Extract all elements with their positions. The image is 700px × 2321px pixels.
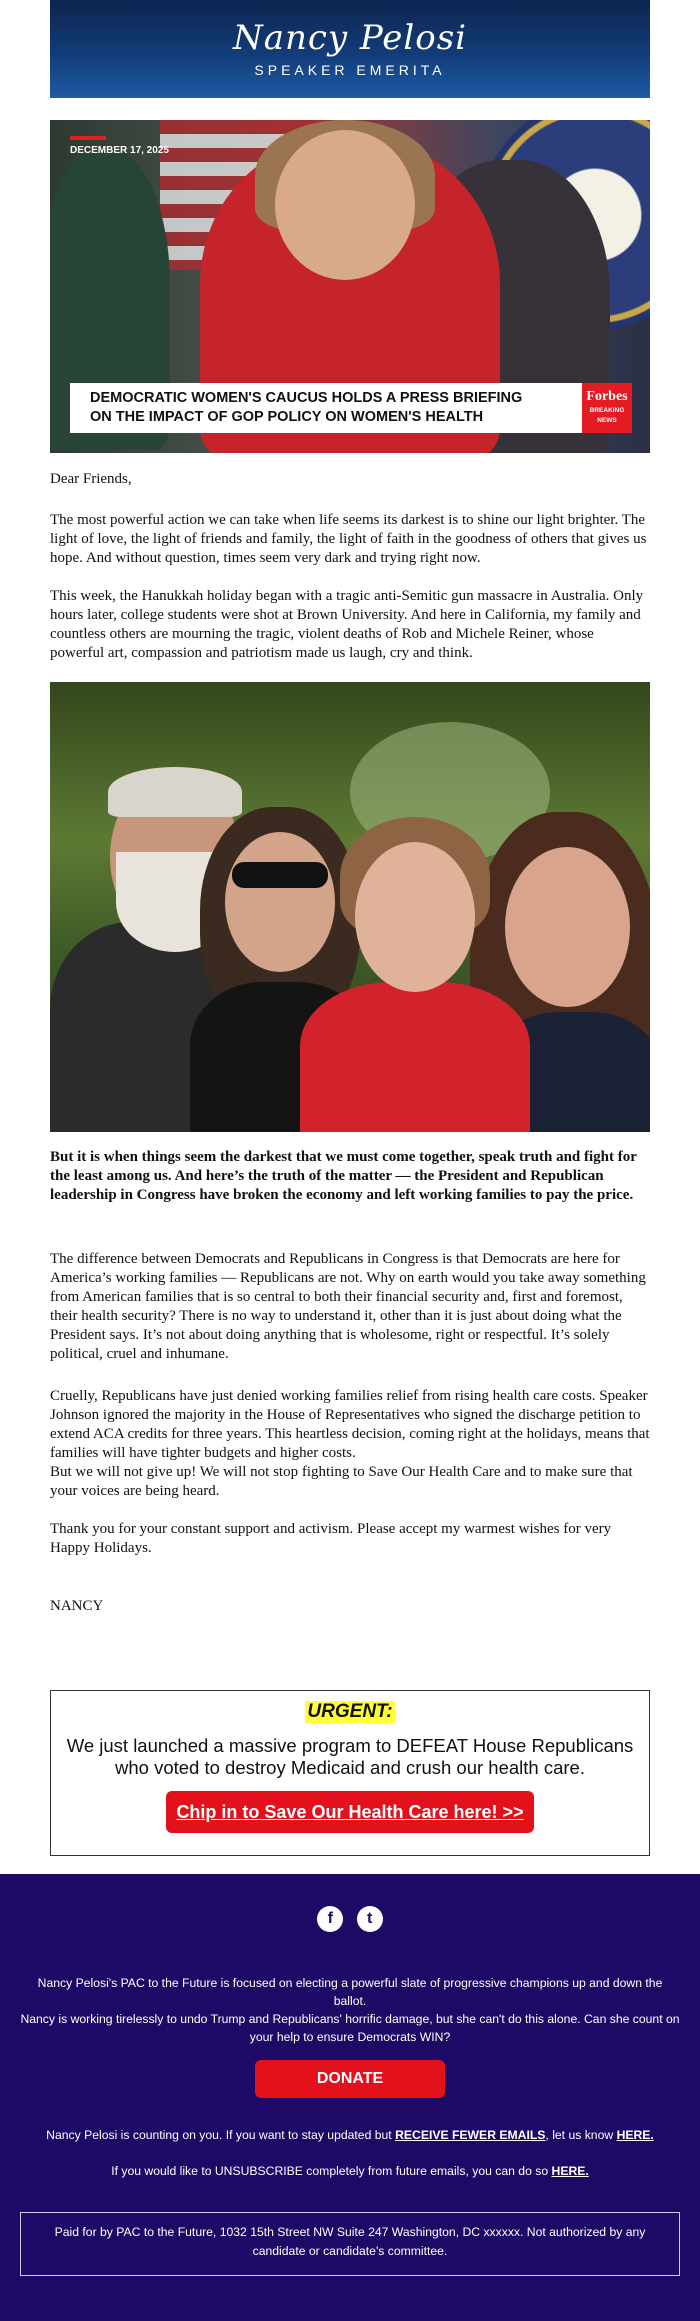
- news-label: NEWS: [597, 417, 617, 424]
- header-subtitle: SPEAKER EMERITA: [254, 62, 446, 78]
- urgent-label: URGENT:: [307, 1701, 393, 1722]
- footer-line-3-text: Nancy Pelosi is counting on you. If you want to stay updated but: [46, 2128, 396, 2142]
- paragraph-1: The most powerful action we can take when life seems its darkest is to shine our light brighter. The light of love, the light of friends and family, the light of faith in the goodness of others that gives us hope. And without question, times seem very dark and trying right now.: [50, 512, 647, 566]
- paragraph-7: Thank you for your constant support and activism. Please accept my warmest wishes for very Happy Holidays.: [50, 1521, 612, 1556]
- chip-in-button[interactable]: Chip in to Save Our Health Care here! >>: [166, 1791, 534, 1833]
- footer-line-1: Nancy Pelosi's PAC to the Future is focused on electing a powerful slate of progressive champions up and down the ballot.: [37, 1976, 663, 2008]
- twitter-icon[interactable]: t: [357, 1906, 383, 1932]
- paragraph-5: Cruelly, Republicans have just denied working families relief from rising health care costs. Speaker Johnson ignored the majority in the House of Representatives who signed the discharge petition to extend ACA credits for three years. This heartless decision, coming right at the holidays, means that families will have tighter budgets and higher costs.: [50, 1388, 650, 1461]
- group-photo: [50, 682, 650, 1132]
- person-1-hair: [108, 767, 242, 817]
- person-center-head: [275, 130, 415, 280]
- fewer-emails-here-link[interactable]: HERE.: [616, 2128, 654, 2142]
- paragraph-6: But we will not give up! We will not stop fighting to Save Our Health Care and to make sure that your voices are being heard.: [50, 1464, 633, 1499]
- breaking-label: BREAKING: [589, 407, 625, 414]
- signoff: NANCY: [50, 1598, 104, 1614]
- fewer-emails-link[interactable]: RECEIVE FEWER EMAILS: [395, 2128, 546, 2142]
- paragraph-3-bold: But it is when things seem the darkest that we must come together, speak truth and fight for the least among us. And here’s the truth of the matter — the President and Republican leadership in Congress have broken the economy and left working families to pay the price.: [50, 1149, 637, 1203]
- date-accent-bar: [70, 136, 106, 140]
- donate-button[interactable]: DONATE: [255, 2060, 445, 2098]
- footer: [0, 1874, 700, 2321]
- footer-line-3: [20, 2126, 680, 2144]
- header-banner: [50, 0, 650, 98]
- unsubscribe-link[interactable]: HERE.: [551, 2164, 589, 2178]
- hero-caption-line1: DEMOCRATIC WOMEN'S CAUCUS HOLDS A PRESS BRIEFING: [90, 390, 523, 406]
- footer-line-4-text: If you would like to UNSUBSCRIBE completely from future emails, you can do so: [111, 2164, 552, 2178]
- hero-caption-line2: ON THE IMPACT OF GOP POLICY ON WOMEN'S HEALTH: [90, 409, 484, 425]
- urgent-box: [50, 1690, 650, 1856]
- hero-date: DECEMBER 17, 2025: [70, 145, 169, 156]
- signature-logo: Nancy Pelosi: [232, 18, 468, 58]
- paragraph-4: The difference between Democrats and Republicans in Congress is that Democrats are here for America’s working families — Republicans are not. Why on earth would you take away something from American families that is so central to both their financial security and, first and foremost, their health security? There is no way to understand it, other than it is just about doing what the President says. It’s not about doing anything that is wholesome, right or respectful. It’s solely political, cruel and inhumane.: [50, 1251, 646, 1362]
- person-2-face: [225, 832, 335, 972]
- footer-line-2: Nancy is working tirelessly to undo Trump and Republicans' horrific damage, but she can't do this alone. Can she count on your help to ensure Democrats WIN?: [20, 2012, 680, 2044]
- person-3-face: [355, 842, 475, 992]
- hero-image: [50, 120, 650, 453]
- footer-line-3-mid: , let us know: [545, 2128, 617, 2142]
- greeting: Dear Friends,: [50, 471, 132, 487]
- urgent-message: We just launched a massive program to DEFEAT House Republicans who voted to destroy Medicaid and crush our health care.: [66, 1735, 634, 1778]
- footer-line-4: [20, 2162, 680, 2180]
- paragraph-2: This week, the Hanukkah holiday began with a tragic anti-Semitic gun massacre in Australia. Only hours later, college students were shot at Brown University. And here in California, my family and countless others are mourning the tragic, violent deaths of Rob and Michele Reiner, whose powerful art, compassion and patriotism made us laugh, cry and think.: [50, 588, 644, 661]
- facebook-icon[interactable]: f: [317, 1906, 343, 1932]
- person-3-body: [300, 982, 530, 1132]
- forbes-logo-text: Forbes: [586, 389, 628, 404]
- person-4-face: [505, 847, 630, 1007]
- hero-caption: [70, 383, 582, 433]
- social-links: [0, 1906, 700, 1934]
- forbes-logo: [582, 383, 632, 433]
- paid-for-disclaimer: Paid for by PAC to the Future, 1032 15th Street NW Suite 247 Washington, DC xxxxxx. Not authorized by any candidate or candidate's committee.: [20, 2212, 680, 2276]
- person-2-sunglasses: [232, 862, 328, 888]
